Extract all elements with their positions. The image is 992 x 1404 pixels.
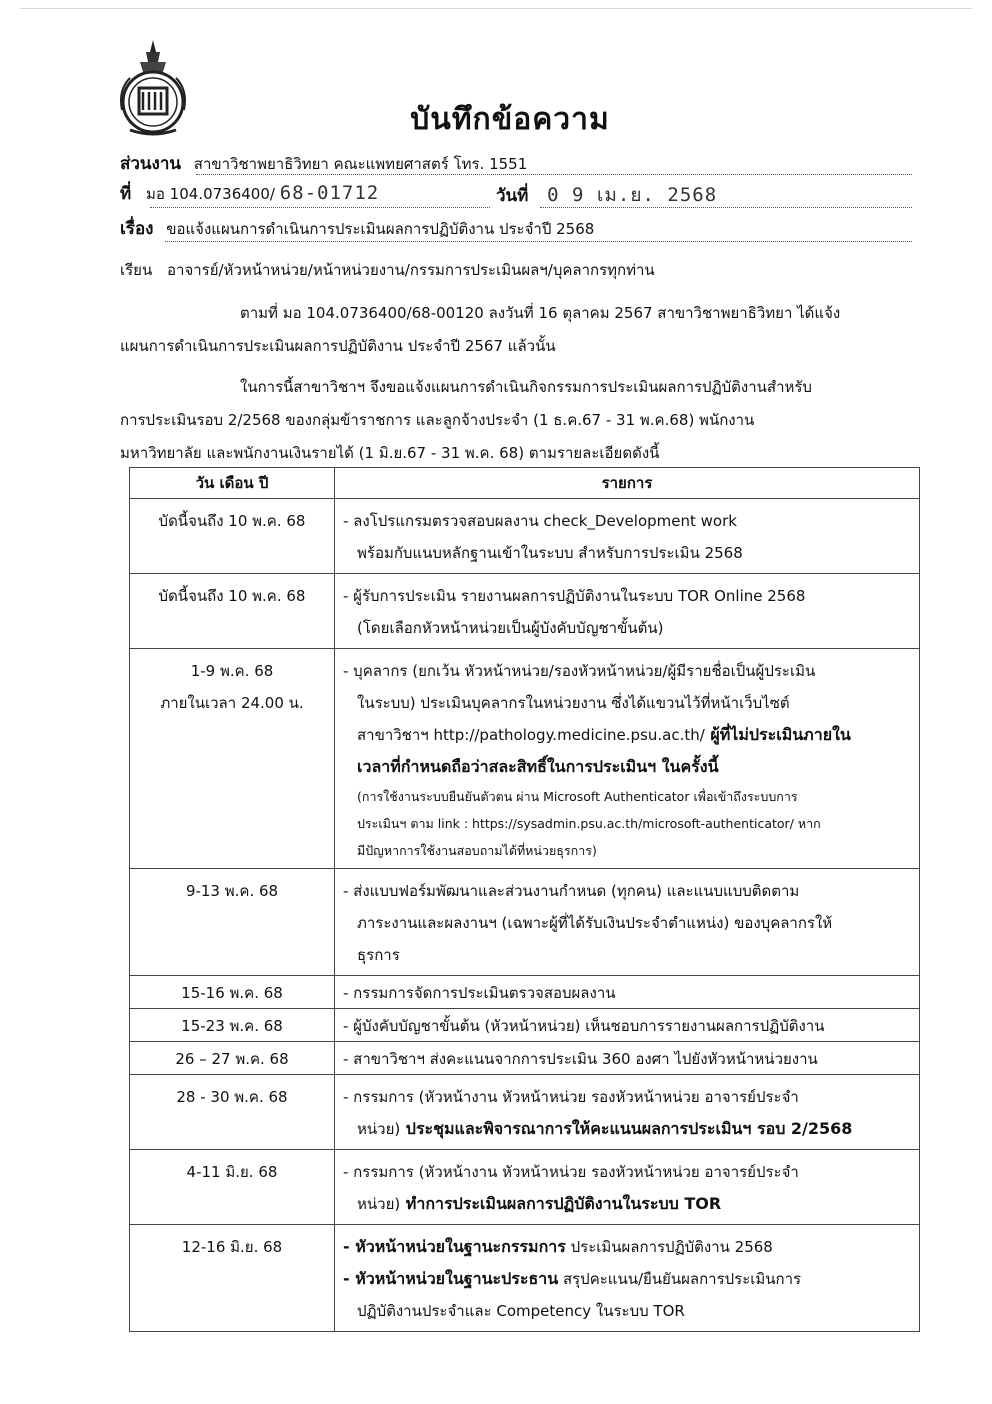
row-date: 9-13 พ.ค. 68 [130,869,335,976]
website-link[interactable]: สาขาวิชาฯ http://pathology.medicine.psu.ac.th/ [357,726,705,744]
reference-value: มอ 104.0736400/ [146,185,275,203]
activity-line [343,1231,911,1263]
activity-text: หน่วย) [357,1195,401,1213]
activity-text: หน่วย) [357,1120,401,1138]
reference-label: ที่ [120,184,132,204]
activity-line: - สาขาวิชาฯ ส่งคะแนนจากการประเมิน 360 องศา ไปยังหัวหน้าหน่วยงาน [343,1050,818,1068]
memo-title: บันทึกข้อความ [410,102,610,137]
recipient-value: อาจารย์/หัวหน้าหน่วย/หน้าหน่วยงาน/กรรมการประเมินผลฯ/บุคลากรทุกท่าน [167,261,655,279]
date-row [496,180,717,210]
table-row [130,649,920,869]
table-row [130,574,920,649]
activity-bold-text: ทำการประเมินผลการปฏิบัติงานในระบบ TOR [400,1194,722,1213]
date-column-header: วัน เดือน ปี [130,468,335,499]
activity-line: - กรรมการ (หัวหน้างาน หัวหน้าหน่วย รองหัวหน้าหน่วย อาจารย์ประจำ [343,1163,799,1181]
department-value: สาขาวิชาพยาธิวิทยา คณะแพทยศาสตร์ โทร. 1551 [193,155,528,173]
department-dotline [196,174,912,175]
recipient-row [120,258,655,282]
activity-line: ธุรการ [357,946,400,964]
table-row [130,1225,920,1332]
table-row [130,1075,920,1150]
activity-line: ในระบบ) ประเมินบุคลากรในหน่วยงาน ซึ่งได้แขวนไว้ที่หน้าเว็บไซต์ [357,694,790,712]
authenticator-note-line: (การใช้งานระบบยืนยันตัวตน ผ่าน Microsoft Authenticator เพื่อเข้าถึงระบบการ [357,789,798,804]
activity-line [343,719,911,751]
department-row [120,150,527,177]
activity-bold-text: ผู้ที่ไม่ประเมินภายใน [704,725,851,744]
table-row [130,1150,920,1225]
activity-bold-text: - หัวหน้าหน่วยในฐานะประธาน [343,1269,559,1288]
activity-line: - กรรมการจัดการประเมินตรวจสอบผลงาน [343,984,616,1002]
row-date: 15-16 พ.ค. 68 [130,976,335,1009]
row-activity [335,1075,920,1150]
date-stamp-value: 0 9 เม.ย. 2568 [547,184,718,206]
row-activity [335,1042,920,1075]
subject-label: เรื่อง [120,219,154,239]
paragraph1-line1: ตามที่ มอ 104.0736400/68-00120 ลงวันที่ 16 ตุลาคม 2567 สาขาวิชาพยาธิวิทยา ได้แจ้ง [240,304,841,322]
activity-line [343,1113,911,1145]
activity-line: - กรรมการ (หัวหน้างาน หัวหน้าหน่วย รองหัวหน้าหน่วย อาจารย์ประจำ [343,1088,799,1106]
activity-line [343,1263,911,1295]
activity-line: - ส่งแบบฟอร์มพัฒนาและส่วนงานกำหนด (ทุกคน) และแนบแบบติดตาม [343,882,800,900]
university-seal-logo [116,38,190,138]
reference-handwritten-number: 68-01712 [279,182,380,204]
row-date [130,649,335,869]
authenticator-note-line: ประเมินฯ ตาม link : https://sysadmin.psu.ac.th/microsoft-authenticator/ หาก [357,816,821,831]
authenticator-note-line: มีปัญหาการใช้งานสอบถามได้ที่หน่วยธุรการ) [357,843,597,858]
row-activity [335,574,920,649]
row-activity [335,499,920,574]
table-row [130,976,920,1009]
activity-line: - บุคลากร (ยกเว้น หัวหน้าหน่วย/รองหัวหน้าหน่วย/ผู้มีรายชื่อเป็นผู้ประเมิน [343,662,816,680]
paragraph2-line2: การประเมินรอบ 2/2568 ของกลุ่มข้าราชการ และลูกจ้างประจำ (1 ธ.ค.67 - 31 พ.ค.68) พนักงาน [120,411,755,429]
row-activity [335,649,920,869]
activity-line: - ผู้บังคับบัญชาขั้นต้น (หัวหน้าหน่วย) เห็นชอบการรายงานผลการปฏิบัติงาน [343,1017,825,1035]
paragraph2-line1: ในการนี้สาขาวิชาฯ จึงขอแจ้งแผนการดำเนินกิจกรรมการประเมินผลการปฏิบัติงานสำหรับ [240,378,812,396]
top-divider [20,8,972,9]
row-activity [335,1150,920,1225]
table-header-row [130,468,920,499]
table-row [130,499,920,574]
activity-bold-text: ประชุมและพิจารณาการให้คะแนนผลการประเมินฯ รอบ 2/2568 [400,1119,853,1138]
row-date: 15-23 พ.ค. 68 [130,1009,335,1042]
row-activity [335,976,920,1009]
schedule-table [129,467,920,1332]
reference-dotline [150,207,490,208]
paragraph1-line2: แผนการดำเนินการประเมินผลการปฏิบัติงาน ประจำปี 2567 แล้วนั้น [120,337,556,355]
activity-bold-line: เวลาที่กำหนดถือว่าสละสิทธิ์ในการประเมินฯ ในครั้งนี้ [357,757,719,776]
table-row [130,1042,920,1075]
subject-dotline [165,241,912,242]
row-date: 26 – 27 พ.ค. 68 [130,1042,335,1075]
row-date: บัดนี้จนถึง 10 พ.ค. 68 [130,574,335,649]
subject-value: ขอแจ้งแผนการดำเนินการประเมินผลการปฏิบัติงาน ประจำปี 2568 [166,220,595,238]
activity-text: สรุปคะแนน/ยืนยันผลการประเมินการ [558,1270,802,1288]
row-activity [335,1009,920,1042]
department-label: ส่วนงาน [120,154,182,174]
row-date: 4-11 มิ.ย. 68 [130,1150,335,1225]
activity-text: ประเมินผลการปฏิบัติงาน 2568 [565,1238,773,1256]
row-activity [335,869,920,976]
activity-line: พร้อมกับแนบหลักฐานเข้าในระบบ สำหรับการประเมิน 2568 [357,544,743,562]
row-date: บัดนี้จนถึง 10 พ.ค. 68 [130,499,335,574]
reference-row [120,180,379,207]
date-dotline [540,207,912,208]
activity-line: (โดยเลือกหัวหน้าหน่วยเป็นผู้บังคับบัญชาขั้นต้น) [357,619,664,637]
subject-row [120,215,594,242]
paragraph2-line3: มหาวิทยาลัย และพนักงานเงินรายได้ (1 มิ.ย.67 - 31 พ.ค. 68) ตามรายละเอียดดังนี้ [120,444,660,462]
table-row [130,1009,920,1042]
activity-line: - ลงโปรแกรมตรวจสอบผลงาน check_Development work [343,512,737,530]
date-label: วันที่ [496,186,529,206]
activity-line: - ผู้รับการประเมิน รายงานผลการปฏิบัติงานในระบบ TOR Online 2568 [343,587,806,605]
recipient-label: เรียน [120,261,153,279]
row-date-line: 1-9 พ.ค. 68 [190,662,274,680]
row-date: 12-16 มิ.ย. 68 [130,1225,335,1332]
activity-line [343,1188,911,1220]
row-date: 28 - 30 พ.ค. 68 [130,1075,335,1150]
row-date-line: ภายในเวลา 24.00 น. [160,694,304,712]
activity-bold-text: - หัวหน้าหน่วยในฐานะกรรมการ [343,1237,566,1256]
table-row [130,869,920,976]
row-activity [335,1225,920,1332]
activity-line: ภาระงานและผลงานฯ (เฉพาะผู้ที่ได้รับเงินประจำตำแหน่ง) ของบุคลากรให้ [357,914,833,932]
activity-line: ปฏิบัติงานประจำและ Competency ในระบบ TOR [357,1302,685,1320]
activity-column-header: รายการ [335,468,920,499]
